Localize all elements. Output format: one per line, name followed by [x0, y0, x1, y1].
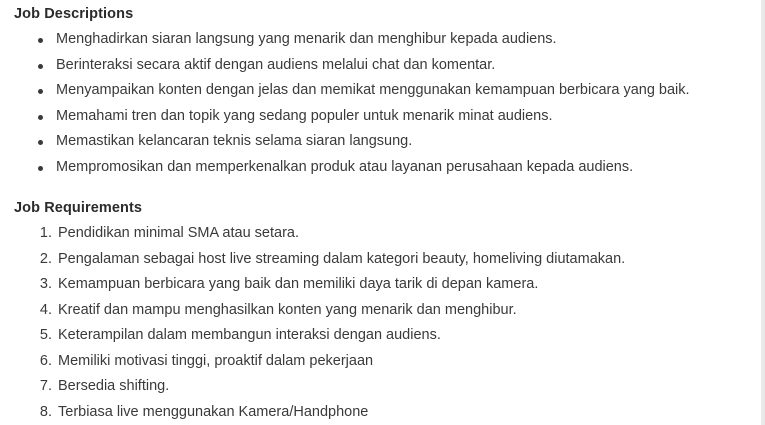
list-item: Memastikan kelancaran teknis selama siaran langsung.	[36, 134, 751, 149]
job-requirements-list	[14, 226, 751, 419]
list-item: Menghadirkan siaran langsung yang menarik dan menghibur kepada audiens.	[36, 32, 751, 47]
job-requirements-heading: Job Requirements	[14, 200, 143, 216]
list-item: Mempromosikan dan memperkenalkan produk atau layanan perusahaan kepada audiens.	[36, 160, 751, 175]
list-item: Bersedia shifting.	[58, 378, 170, 394]
list-item: Pengalaman sebagai host live streaming dalam kategori beauty, homeliving diutamakan.	[58, 250, 626, 267]
list-item: Keterampilan dalam membangun interaksi dengan audiens.	[58, 327, 441, 343]
list-item: Terbiasa live menggunakan Kamera/Handphone	[58, 403, 369, 420]
list-item: Memiliki motivasi tinggi, proaktif dalam pekerjaan	[58, 352, 374, 369]
list-item: Berinteraksi secara aktif dengan audiens melalui chat dan komentar.	[36, 58, 751, 73]
job-descriptions-heading: Job Descriptions	[14, 6, 134, 22]
page-edge-divider	[761, 0, 765, 425]
list-item: Menyampaikan konten dengan jelas dan memikat menggunakan kemampuan berbicara yang baik.	[36, 83, 751, 98]
job-descriptions-list	[14, 32, 751, 174]
list-item: Kemampuan berbicara yang baik dan memiliki daya tarik di depan kamera.	[58, 276, 539, 292]
list-item: Pendidikan minimal SMA atau setara.	[58, 225, 299, 241]
list-item: Memahami tren dan topik yang sedang populer untuk menarik minat audiens.	[36, 109, 751, 124]
list-item: Kreatif dan mampu menghasilkan konten yang menarik dan menghibur.	[58, 301, 517, 318]
